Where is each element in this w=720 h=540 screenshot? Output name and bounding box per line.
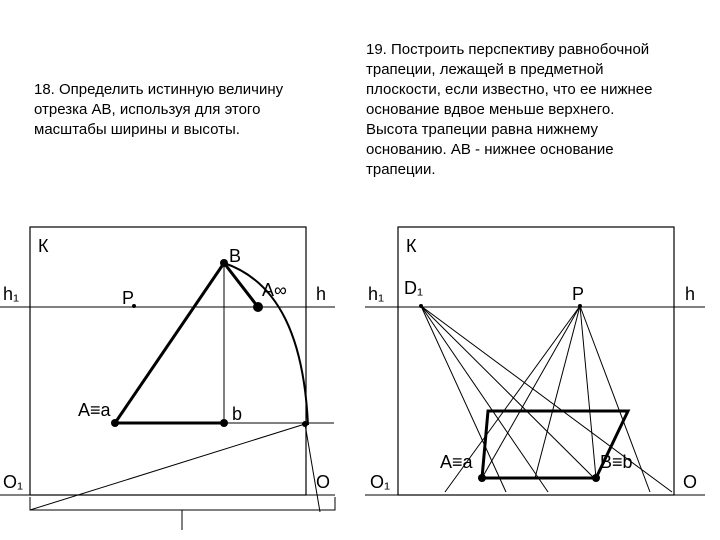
label-B: B [229, 246, 242, 266]
label-h-18: h [316, 284, 327, 304]
label-h-19: h [685, 284, 696, 304]
label-b: b [232, 404, 243, 424]
task-19-drawing [365, 227, 705, 495]
label-O-19: O [683, 472, 698, 492]
label-h1-18: h₁ [3, 284, 20, 304]
label-D1: D₁ [404, 278, 424, 298]
label-B-eq-b-19: B≡b [600, 452, 633, 472]
point-B [220, 259, 228, 267]
label-A-inf: A∞ [262, 280, 287, 300]
point-A [111, 419, 119, 427]
point-b [220, 419, 228, 427]
label-O-18: O [316, 472, 331, 492]
line-B-to-P [580, 306, 596, 478]
label-P-19: P [572, 284, 585, 304]
label-P-18: P [122, 288, 135, 308]
line-A-to-P [482, 306, 580, 478]
task-18-drawing [0, 227, 335, 530]
label-O1-19: O₁ [370, 472, 391, 492]
picture-plane-frame-18 [30, 227, 306, 495]
point-B-19 [592, 474, 600, 482]
task-18-text: 18. Определить истинную величину отрезка АВ, используя для этого масштабы ширины и высоты. [34, 81, 284, 138]
label-O1-18: O₁ [3, 472, 24, 492]
point-D1 [419, 304, 423, 308]
point-scale-end [302, 421, 308, 427]
ray-to-O [305, 424, 320, 512]
line-P-mid [535, 306, 580, 478]
label-h1-19: h₁ [368, 284, 385, 304]
task-19-text: 19. Построить перспективу равнобочной трапеции, лежащей в предметной плоскости, если известно, что ее нижнее основание вдвое меньше верхнего. Высота трапеции равна нижнему основанию. АВ - нижнее основание трапеции. [366, 41, 653, 178]
label-K-19: К [406, 236, 417, 256]
point-A-19 [478, 474, 486, 482]
label-A-eq-a-19: A≡a [440, 452, 473, 472]
point-P-19 [578, 304, 582, 308]
task-19-labels [368, 236, 697, 492]
label-K-18: К [38, 236, 49, 256]
bracket-18 [30, 497, 335, 510]
segment-AB [115, 263, 224, 423]
ray-to-O1 [30, 424, 305, 510]
point-A-inf [253, 302, 263, 312]
label-A-eq-a-18: A≡a [78, 400, 111, 420]
task-18-labels [3, 236, 330, 492]
